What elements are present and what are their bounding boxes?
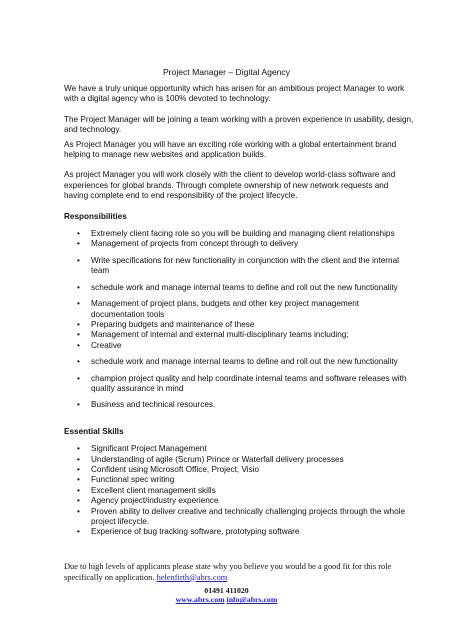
list-item: • Functional spec writing — [64, 475, 414, 485]
intro-paragraph-1: We have a truly unique opportunity which has arisen for an ambitious project Manager to work with a digital agency who is 100% devoted to technology. — [64, 84, 405, 104]
list-item: • Creative — [64, 341, 414, 351]
responsibilities-list — [64, 229, 414, 411]
list-item: • Management of project plans, budgets and other key project management documentation tools — [64, 299, 414, 320]
list-item: • Management of internal and external multi-disciplinary teams including; — [64, 330, 414, 340]
phone-number: 01491 411020 — [204, 586, 249, 595]
list-item: • schedule work and manage internal teams to define and roll out the new functionality — [64, 283, 414, 293]
list-item: • Understanding of agile (Scrum) Prince or Waterfall delivery processes — [64, 455, 414, 465]
website-link[interactable]: www.abrs.com — [175, 595, 225, 604]
intro-paragraph-2: The Project Manager will be joining a team working with a proven experience in usability, design, and technology. — [64, 114, 414, 135]
contact-email-link[interactable]: helenfirth@abrs.com — [156, 572, 228, 582]
responsibilities-heading: Responsibilities — [64, 211, 127, 221]
list-item: • champion project quality and help coordinate internal teams and software releases with quality assurance in mind — [64, 374, 414, 395]
intro-paragraph-4: As project Manager you will work closely with the client to develop world-class software and experiences for global brands. Through complete ownership of new network requests and having complete end to end responsibility of the project lifecycle. — [64, 170, 396, 201]
list-item: • Preparing budgets and maintenance of these — [64, 320, 414, 330]
list-item: • Confident using Microsoft Office, Project, Visio — [64, 465, 414, 475]
footer-links — [0, 595, 453, 604]
page-title: Project Manager – Digital Agency — [162, 67, 291, 77]
list-item: • Significant Project Management — [64, 444, 414, 454]
info-email-link[interactable]: info@abrs.com — [226, 595, 278, 604]
application-note-text: Due to high levels of applicants please state why you believe you would be a good fit for this role specifically on application. — [64, 562, 392, 582]
skills-list — [64, 444, 414, 538]
list-item: • Extremely client facing role so you will be building and managing client relationships — [64, 229, 414, 239]
list-item: • Experience of bug tracking software, prototyping software — [64, 527, 414, 537]
application-note — [64, 562, 414, 583]
list-item: • Proven ability to deliver creative and technically challenging projects through the whole project lifecycle. — [64, 507, 414, 528]
list-item: • Management of projects from concept through to delivery — [64, 239, 414, 249]
intro-paragraph-3: As Project Manager you will have an exciting role working with a global entertainment brand helping to manage new websites and application builds. — [64, 139, 397, 160]
skills-heading: Essential Skills — [64, 426, 124, 436]
list-item: • Write specifications for new functionality in conjunction with the client and the internal team — [64, 256, 414, 277]
list-item: • Business and technical resources. — [64, 400, 414, 410]
list-item: • schedule work and manage internal teams to define and roll out the new functionality — [64, 357, 414, 367]
list-item: • Agency project/industry experience — [64, 496, 414, 506]
document-body — [64, 84, 414, 538]
list-item: • Excellent client management skills — [64, 486, 414, 496]
